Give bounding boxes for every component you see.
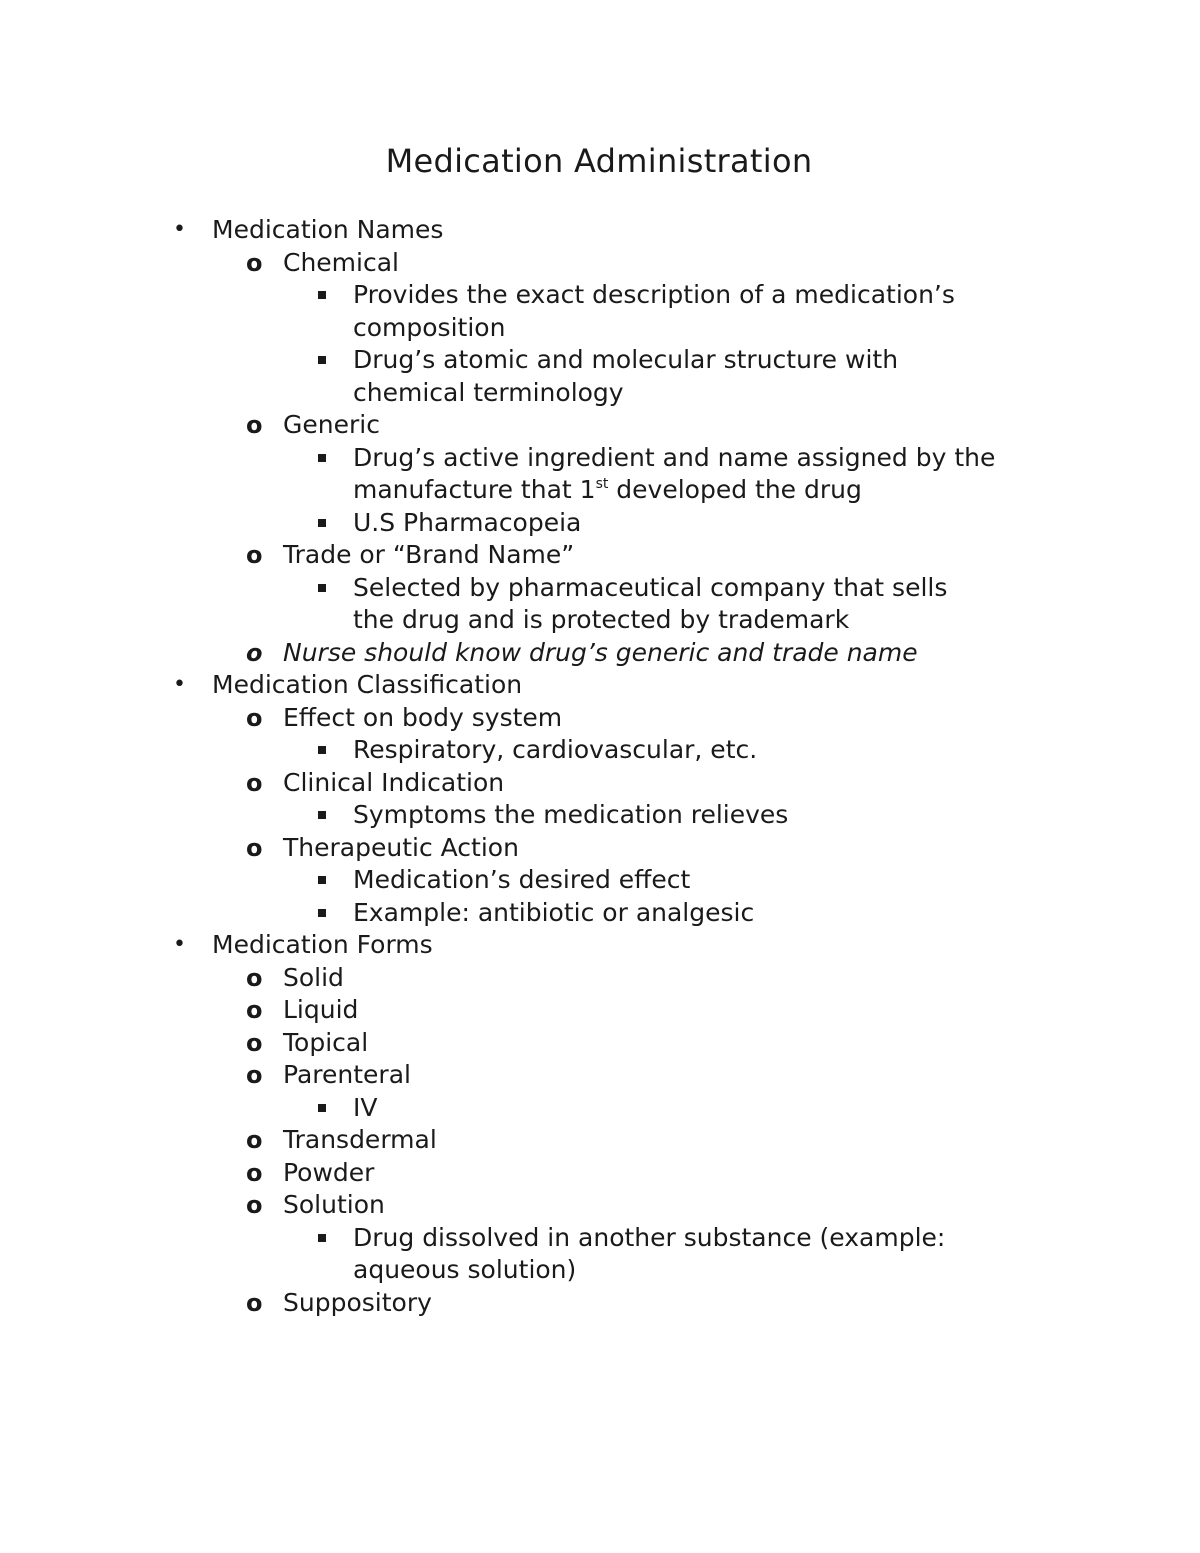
list-item-clinical-symptoms xyxy=(0,799,1200,832)
list-item-label: Transdermal xyxy=(283,1125,437,1154)
list-item-label: Nurse should know drug’s generic and trade name xyxy=(283,637,918,667)
list-item-trade-selected xyxy=(0,572,1200,605)
list-item-label: Generic xyxy=(283,410,380,439)
list-item-text: chemical terminology xyxy=(353,377,624,407)
list-item-solution xyxy=(0,1189,1200,1222)
bullet-circle-icon: o xyxy=(246,996,263,1024)
list-item-text: Respiratory, cardiovascular, etc. xyxy=(353,735,758,764)
list-item-parenteral xyxy=(0,1059,1200,1092)
list-item-label: Suppository xyxy=(283,1287,432,1317)
list-item-text: Provides the exact description of a medication’s xyxy=(353,280,955,309)
list-item-powder xyxy=(0,1157,1200,1190)
list-item-text: Symptoms the medication relieves xyxy=(353,800,789,829)
list-item-effect-on-body xyxy=(0,702,1200,735)
bullet-circle-icon: o xyxy=(246,1061,263,1089)
list-item-text: Selected by pharmaceutical company that sells xyxy=(353,572,948,602)
bullet-square-icon xyxy=(318,876,326,884)
outline-list xyxy=(0,214,1200,1319)
bullet-square-icon xyxy=(318,746,326,754)
list-item-parenteral-iv xyxy=(0,1092,1200,1125)
list-item-trade xyxy=(0,539,1200,572)
list-item-text: Drug’s atomic and molecular structure with xyxy=(353,345,899,374)
list-item-text: aqueous solution) xyxy=(353,1255,577,1284)
list-item-text: Medication’s desired effect xyxy=(353,865,691,894)
bullet-square-icon xyxy=(318,454,326,462)
list-item-label: Clinical Indication xyxy=(283,767,505,797)
list-item-label: Medication Classification xyxy=(212,670,523,699)
bullet-circle-icon: o xyxy=(246,411,263,439)
list-item-chemical xyxy=(0,247,1200,280)
bullet-circle-icon: o xyxy=(246,1028,263,1057)
list-item-generic-ingredient xyxy=(0,442,1200,475)
list-item-solid xyxy=(0,962,1200,995)
list-item-label: Medication Names xyxy=(212,215,444,244)
page-title: Medication Administration xyxy=(385,142,813,180)
list-item-label: Solution xyxy=(283,1190,385,1219)
bullet-circle-icon: o xyxy=(246,638,263,667)
bullet-square-icon xyxy=(318,356,326,364)
list-item-therapeutic-action xyxy=(0,832,1200,865)
bullet-square-icon xyxy=(318,291,326,299)
list-item-continuation xyxy=(0,604,1200,637)
list-item-text: U.S Pharmacopeia xyxy=(353,507,582,537)
bullet-circle-icon: o xyxy=(246,703,263,732)
list-item-solution-description xyxy=(0,1222,1200,1255)
bullet-square-icon xyxy=(318,584,326,592)
bullet-circle-icon: o xyxy=(246,963,263,992)
list-item-label: Trade or “Brand Name” xyxy=(283,540,575,569)
bullet-square-icon xyxy=(318,1234,326,1242)
list-item-effect-examples xyxy=(0,734,1200,767)
list-item-chemical-description xyxy=(0,279,1200,312)
bullet-dot-icon: • xyxy=(173,932,186,957)
list-item-transdermal xyxy=(0,1124,1200,1157)
list-item-label: Powder xyxy=(283,1157,375,1187)
list-item-topical xyxy=(0,1027,1200,1060)
list-item-text: the drug and is protected by trademark xyxy=(353,605,850,634)
bullet-dot-icon: • xyxy=(173,672,186,697)
bullet-circle-icon: o xyxy=(246,1158,263,1187)
list-item-generic-pharmacopeia xyxy=(0,507,1200,540)
superscript: st xyxy=(595,476,609,492)
list-item-generic xyxy=(0,409,1200,442)
list-item-text: IV xyxy=(353,1092,378,1122)
bullet-square-icon xyxy=(318,811,326,819)
list-item-liquid xyxy=(0,994,1200,1027)
list-item-continuation xyxy=(0,312,1200,345)
bullet-square-icon xyxy=(318,519,326,527)
list-item-label: Effect on body system xyxy=(283,702,563,732)
list-item-label: Liquid xyxy=(283,995,359,1024)
bullet-square-icon xyxy=(318,1104,326,1112)
bullet-circle-icon: o xyxy=(246,1126,263,1154)
list-item-clinical-indication xyxy=(0,767,1200,800)
list-item-label: Medication Forms xyxy=(212,930,433,959)
list-item-text: Example: antibiotic or analgesic xyxy=(353,897,755,927)
bullet-dot-icon: • xyxy=(173,217,186,242)
list-item-label: Chemical xyxy=(283,247,399,277)
list-item-suppository xyxy=(0,1287,1200,1320)
list-item-therapeutic-example xyxy=(0,897,1200,930)
list-item-text: manufacture that 1 xyxy=(353,475,596,504)
list-item-continuation xyxy=(0,1254,1200,1287)
list-item-text: Drug dissolved in another substance (example: xyxy=(353,1222,946,1252)
list-item-text: Drug’s active ingredient and name assigned by the xyxy=(353,442,996,472)
list-item-continuation xyxy=(0,377,1200,410)
list-item-nurse-note xyxy=(0,637,1200,670)
list-item-continuation xyxy=(0,474,1200,507)
list-item-medication-names xyxy=(0,214,1200,247)
list-item-therapeutic-desired xyxy=(0,864,1200,897)
bullet-circle-icon: o xyxy=(246,248,263,277)
list-item-text: composition xyxy=(353,312,506,342)
bullet-circle-icon: o xyxy=(246,833,263,862)
bullet-circle-icon: o xyxy=(246,768,263,797)
bullet-square-icon xyxy=(318,909,326,917)
list-item-medication-forms xyxy=(0,929,1200,962)
list-item-label: Solid xyxy=(283,962,344,992)
bullet-circle-icon: o xyxy=(246,1288,263,1317)
list-item-label: Topical xyxy=(283,1027,369,1057)
list-item-chemical-structure xyxy=(0,344,1200,377)
bullet-circle-icon: o xyxy=(246,1191,263,1219)
list-item-label: Therapeutic Action xyxy=(283,832,519,862)
list-item-text: developed the drug xyxy=(608,475,862,504)
bullet-circle-icon: o xyxy=(246,541,263,569)
list-item-label: Parenteral xyxy=(283,1060,411,1089)
list-item-medication-classification xyxy=(0,669,1200,702)
